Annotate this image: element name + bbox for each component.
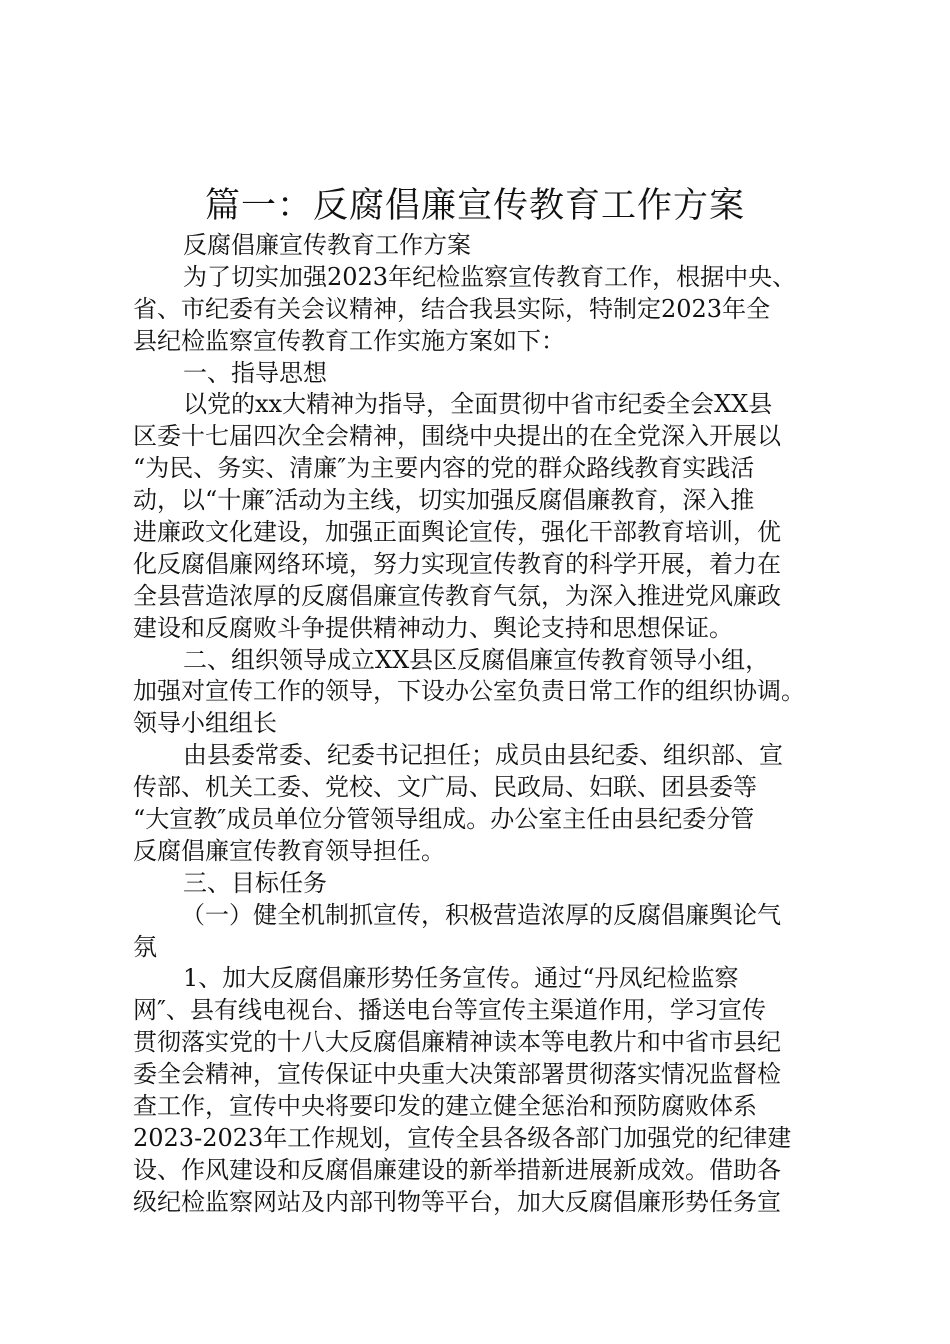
section-heading: 一、指导思想 [183,358,327,387]
section-heading: 二、组织领导成立XX县区反腐倡廉宣传教育领导小组， [183,645,770,674]
paragraph-line: 级纪检监察网站及内部刊物等平台，加大反腐倡廉形势任务宣 [133,1187,781,1216]
paragraph-line: 领导小组组长 [133,709,277,738]
paragraph-line: 2023-2023年工作规划，宣传全县各级各部门加强党的纪律建 [133,1123,792,1152]
document-title: 篇一：反腐倡廉宣传教育工作方案 [204,186,745,226]
paragraph-line: 进廉政文化建设，加强正面舆论宣传，强化干部教育培训，优 [133,518,781,547]
paragraph-line: 1、加大反腐倡廉形势任务宣传。通过“丹凤纪检监察 [183,964,739,993]
paragraph-line: 建设和反腐败斗争提供精神动力、舆论支持和思想保证。 [133,613,733,642]
paragraph-line: 查工作，宣传中央将要印发的建立健全惩治和预防腐败体系 [133,1092,757,1121]
paragraph-line: 为了切实加强2023年纪检监察宣传教育工作，根据中央、 [183,262,797,291]
paragraph-line: “大宣教″成员单位分管领导组成。办公室主任由县纪委分管 [133,805,755,834]
paragraph-line: 设、作风建设和反腐倡廉建设的新举措新进展新成效。借助各 [133,1155,781,1184]
paragraph-line: 反腐倡廉宣传教育领导担任。 [133,836,445,865]
paragraph-line: 委全会精神，宣传保证中央重大决策部署贯彻落实情况监督检 [133,1060,781,1089]
paragraph-line: 贯彻落实党的十八大反腐倡廉精神读本等电教片和中省市县纪 [133,1028,781,1057]
paragraph-line: 全县营造浓厚的反腐倡廉宣传教育气氛，为深入推进党风廉政 [133,581,781,610]
paragraph-line: 县纪检监察宣传教育工作实施方案如下： [133,326,565,355]
paragraph-line: 化反腐倡廉网络环境，努力实现宣传教育的科学开展，着力在 [133,549,781,578]
paragraph-line: 反腐倡廉宣传教育工作方案 [183,231,471,259]
paragraph-line: 加强对宣传工作的领导，下设办公室负责日常工作的组织协调。 [133,677,805,706]
paragraph-line: 由县委常委、纪委书记担任；成员由县纪委、组织部、宣 [183,741,783,770]
subsection-heading: （一）健全机制抓宣传，积极营造浓厚的反腐倡廉舆论气 [181,900,781,929]
paragraph-line: 动，以“十廉″活动为主线，切实加强反腐倡廉教育，深入推 [133,486,755,515]
paragraph-line: 以党的xx大精神为指导，全面贯彻中省市纪委全会XX县 [183,390,773,419]
document-body [133,230,833,1219]
paragraph-line: “为民、务实、清廉″为主要内容的党的群众路线教育实践活 [133,454,755,483]
section-heading: 三、目标任务 [183,868,327,897]
paragraph-line: 氛 [133,932,157,961]
paragraph-line: 传部、机关工委、党校、文广局、民政局、妇联、团县委等 [133,773,757,802]
paragraph-line: 网″、县有线电视台、播送电台等宣传主渠道作用，学习宣传 [133,996,766,1025]
paragraph-line: 区委十七届四次全会精神，围绕中央提出的在全党深入开展以 [133,422,781,451]
paragraph-line: 省、市纪委有关会议精神，结合我县实际，特制定2023年全 [133,294,771,323]
